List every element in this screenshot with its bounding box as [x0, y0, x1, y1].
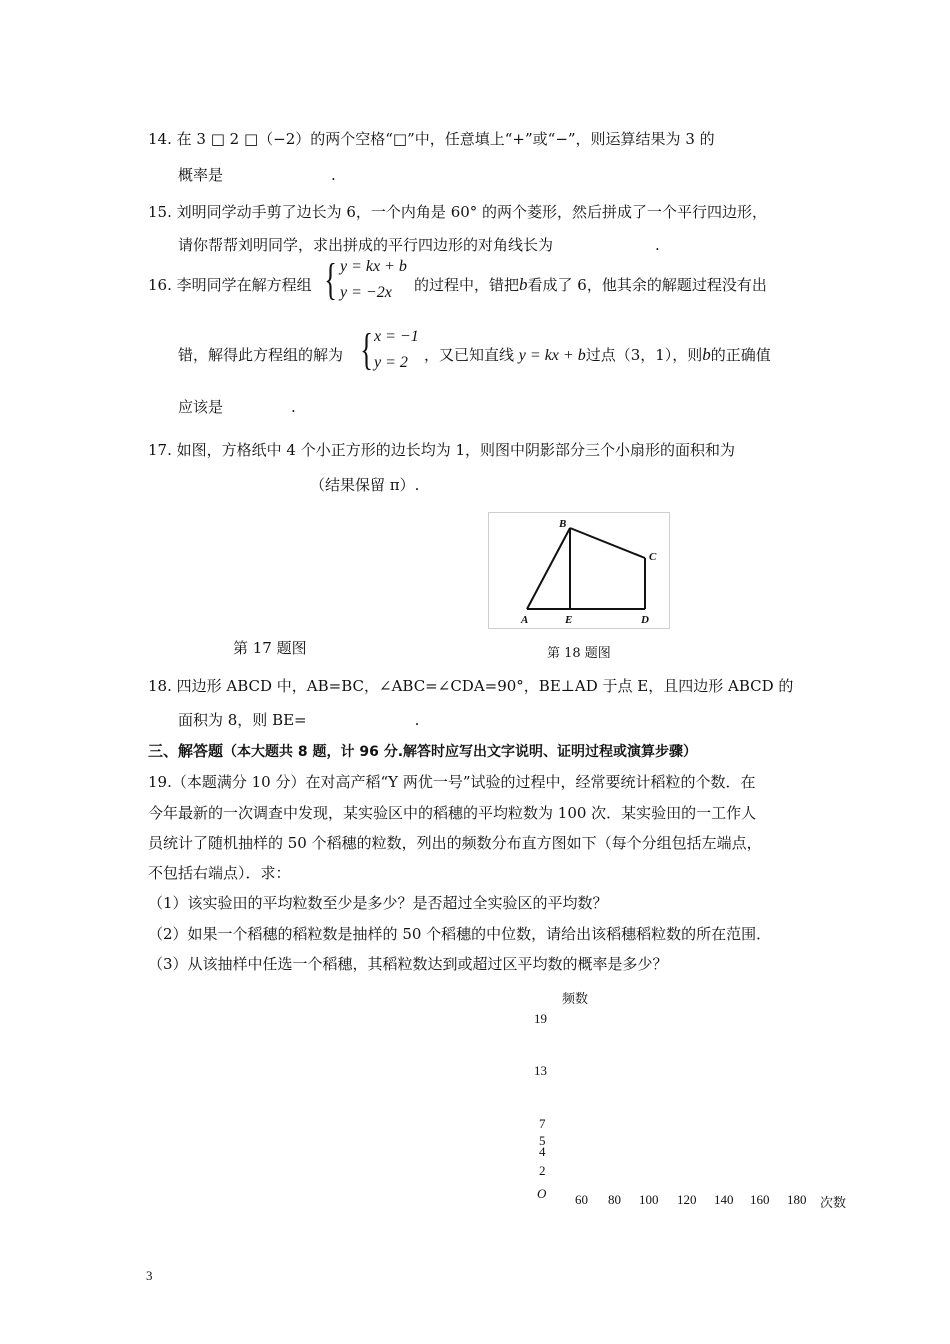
- label-c: C: [649, 551, 657, 563]
- q16-prefix: 16. 李明同学在解方程组: [148, 276, 312, 294]
- q19-sub3: （3）从该抽样中任选一个稻穗，其稻粒数达到或超过区平均数的概率是多少？: [148, 955, 668, 973]
- q15-line2-text: 请你帮帮刘明同学，求出拼成的平行四边形的对角线长为: [178, 236, 554, 254]
- y-tick-5: 5: [539, 1133, 546, 1148]
- q16-end: .: [291, 398, 296, 416]
- q16-line2-mid: ，又已知直线: [424, 346, 515, 364]
- y-tick-7: 7: [539, 1116, 546, 1131]
- label-a: A: [521, 614, 529, 626]
- fig18-caption: 第 18 题图: [547, 646, 611, 661]
- q17-line1: 17. 如图，方格纸中 4 个小正方形的边长均为 1，则图中阴影部分三个小扇形的面积和为: [148, 441, 736, 459]
- x-tick-180: 180: [787, 1192, 807, 1207]
- label-b: B: [559, 518, 567, 530]
- q16-line2-prefix: 错，解得此方程组的解为: [178, 346, 344, 364]
- q19-line4: 不包括右端点）．求：: [148, 864, 291, 882]
- q19-line3: 员统计了随机抽样的 50 个稻穗的粒数，列出的频数分布直方图如下（每个分组包括左端点，: [148, 834, 762, 852]
- x-tick-160: 160: [750, 1192, 770, 1207]
- q16-line2-end: 的正确值: [710, 346, 771, 364]
- y-tick-13: 13: [534, 1063, 547, 1078]
- q14-line1: 14. 在 3 □ 2 □（−2）的两个空格“□”中，任意填上“+”或“−”，则运算结果为 3 的: [148, 130, 715, 148]
- q16-line-eq: y = kx + b: [518, 347, 586, 364]
- system-eq2: y = −2x: [340, 284, 392, 301]
- q19-sub2: （2）如果一个稻穗的稻粒数是抽样的 50 个稻穗的中位数，请给出该稻穗稻粒数的所在范围．: [148, 925, 772, 943]
- histogram-ylabel: 频数: [562, 992, 589, 1007]
- q19-line2: 今年最新的一次调查中发现，某实验区中的稻穗的平均粒数为 100 次．某实验田的一工作人: [148, 804, 757, 822]
- x-tick-80: 80: [608, 1192, 621, 1207]
- system-eq1: y = kx + b: [340, 258, 407, 275]
- q18-line1: 18. 四边形 ABCD 中，AB=BC，∠ABC=∠CDA=90°，BE⊥AD 于点 E，且四边形 ABCD 的: [148, 677, 794, 695]
- solution-x: x = −1: [374, 328, 419, 345]
- q16-mid1: 的过程中，错把: [414, 276, 520, 294]
- fig17-caption: 第 17 题图: [233, 639, 307, 657]
- page-number: 3: [146, 1268, 153, 1283]
- q17-line2: （结果保留 π）.: [310, 476, 420, 494]
- label-d: D: [641, 614, 649, 626]
- q18-end: .: [414, 711, 420, 729]
- q16-line3-text: 应该是: [178, 398, 224, 416]
- y-tick-4: 4: [539, 1144, 546, 1159]
- q19-line1: 19.（本题满分 10 分）在对高产稻“Y 两优一号”试验的过程中，经常要统计稻粒的个数．在: [148, 773, 756, 791]
- left-brace: {: [360, 325, 373, 374]
- q14-line2-text: 概率是: [178, 166, 224, 184]
- q16-line2-mid2: 过点（3，1），则: [585, 346, 703, 364]
- q15-end: .: [655, 236, 660, 254]
- x-tick-60: 60: [575, 1192, 588, 1207]
- section-3-note: （本大题共 8 题，计 96 分.解答时应写出文字说明、证明过程或演算步骤）: [223, 744, 698, 760]
- q16-b2: b: [702, 345, 711, 364]
- q14-end: .: [331, 166, 336, 184]
- y-tick-2: 2: [539, 1163, 546, 1178]
- q18-line2-text: 面积为 8，则 BE=: [178, 711, 307, 729]
- q16-mid2: 看成了 6，他其余的解题过程没有出: [527, 276, 767, 294]
- left-brace: {: [324, 255, 337, 304]
- x-tick-120: 120: [677, 1192, 697, 1207]
- label-e: E: [565, 614, 573, 626]
- origin-label: O: [537, 1186, 547, 1201]
- solution-y: y = 2: [374, 354, 408, 371]
- q15-line1: 15. 刘明同学动手剪了边长为 6，一个内角是 60° 的两个菱形，然后拼成了一个平行四边形，: [148, 203, 768, 221]
- q16-b1: b: [519, 275, 528, 294]
- x-tick-100: 100: [639, 1192, 659, 1207]
- q19-sub1: （1）该实验田的平均粒数至少是多少？是否超过全实验区的平均数？: [148, 894, 608, 912]
- section-3-title: 三、解答题: [148, 742, 224, 760]
- y-tick-19: 19: [534, 1011, 547, 1026]
- histogram-xlabel: 次数: [820, 1196, 847, 1211]
- x-tick-140: 140: [714, 1192, 734, 1207]
